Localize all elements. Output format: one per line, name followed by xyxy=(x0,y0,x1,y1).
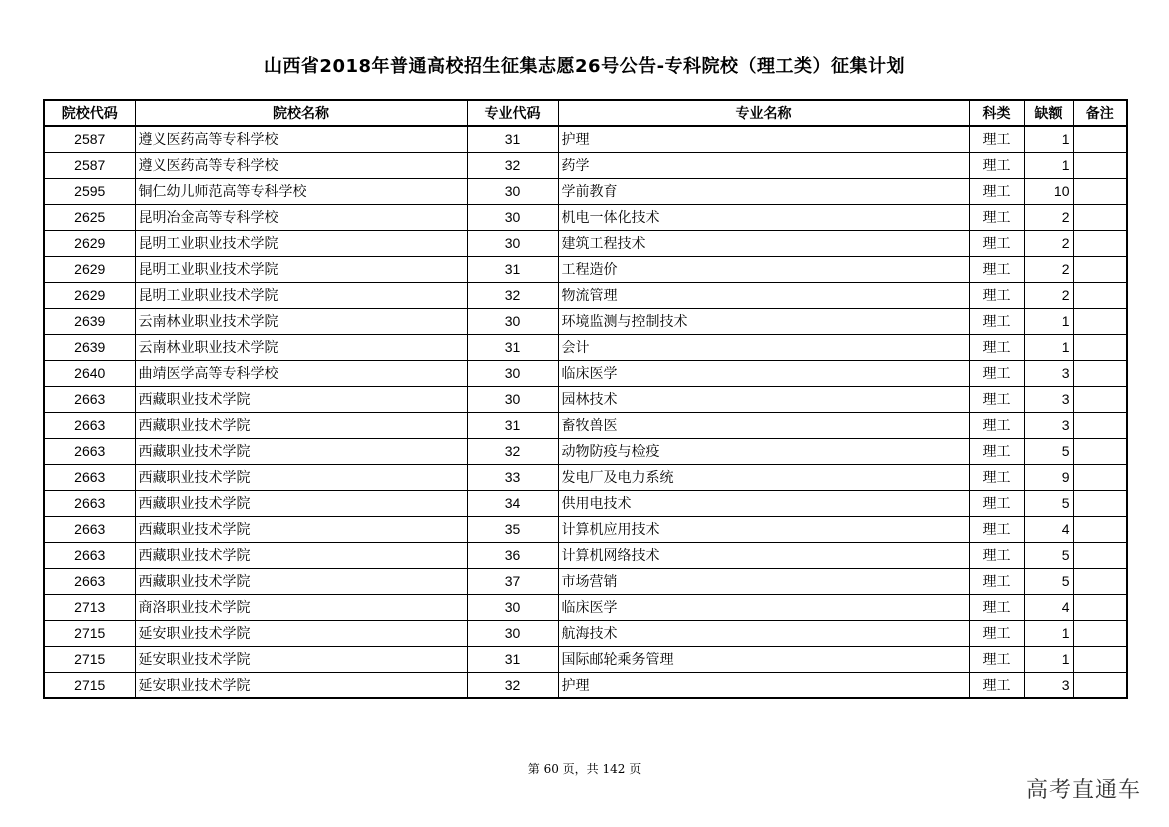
cell-category: 理工 xyxy=(969,282,1024,308)
table-body xyxy=(44,126,1127,698)
cell-school-name: 云南林业职业技术学院 xyxy=(135,308,467,334)
cell-remarks xyxy=(1073,594,1127,620)
cell-vacancy: 1 xyxy=(1024,646,1073,672)
cell-vacancy: 3 xyxy=(1024,360,1073,386)
cell-school-name: 铜仁幼儿师范高等专科学校 xyxy=(135,178,467,204)
cell-major-name: 临床医学 xyxy=(558,360,969,386)
table-row xyxy=(44,542,1127,568)
cell-school-name: 昆明工业职业技术学院 xyxy=(135,230,467,256)
cell-school-code: 2663 xyxy=(44,464,135,490)
cell-school-code: 2663 xyxy=(44,412,135,438)
table-header-row xyxy=(44,100,1127,126)
cell-major-code: 32 xyxy=(467,152,558,178)
cell-vacancy: 2 xyxy=(1024,282,1073,308)
cell-remarks xyxy=(1073,308,1127,334)
cell-major-name: 机电一体化技术 xyxy=(558,204,969,230)
cell-school-code: 2663 xyxy=(44,568,135,594)
cell-major-name: 国际邮轮乘务管理 xyxy=(558,646,969,672)
cell-major-code: 30 xyxy=(467,620,558,646)
cell-school-code: 2715 xyxy=(44,646,135,672)
cell-remarks xyxy=(1073,178,1127,204)
cell-major-name: 临床医学 xyxy=(558,594,969,620)
cell-school-code: 2715 xyxy=(44,672,135,698)
cell-vacancy: 10 xyxy=(1024,178,1073,204)
cell-school-code: 2639 xyxy=(44,308,135,334)
cell-major-name: 物流管理 xyxy=(558,282,969,308)
cell-category: 理工 xyxy=(969,594,1024,620)
table-row xyxy=(44,594,1127,620)
cell-school-code: 2625 xyxy=(44,204,135,230)
cell-major-code: 31 xyxy=(467,256,558,282)
cell-remarks xyxy=(1073,230,1127,256)
cell-category: 理工 xyxy=(969,308,1024,334)
cell-remarks xyxy=(1073,464,1127,490)
cell-category: 理工 xyxy=(969,412,1024,438)
header-major-name: 专业名称 xyxy=(558,100,969,126)
cell-category: 理工 xyxy=(969,516,1024,542)
cell-major-code: 31 xyxy=(467,334,558,360)
table-row xyxy=(44,256,1127,282)
cell-major-code: 30 xyxy=(467,204,558,230)
table-row xyxy=(44,464,1127,490)
cell-vacancy: 4 xyxy=(1024,516,1073,542)
cell-school-code: 2715 xyxy=(44,620,135,646)
cell-school-code: 2587 xyxy=(44,126,135,152)
cell-category: 理工 xyxy=(969,646,1024,672)
cell-vacancy: 9 xyxy=(1024,464,1073,490)
cell-category: 理工 xyxy=(969,152,1024,178)
cell-category: 理工 xyxy=(969,178,1024,204)
cell-school-name: 西藏职业技术学院 xyxy=(135,516,467,542)
cell-school-name: 延安职业技术学院 xyxy=(135,620,467,646)
cell-school-code: 2640 xyxy=(44,360,135,386)
cell-category: 理工 xyxy=(969,334,1024,360)
cell-major-code: 34 xyxy=(467,490,558,516)
enrollment-plan-table xyxy=(43,99,1128,699)
cell-school-code: 2629 xyxy=(44,282,135,308)
cell-school-name: 昆明工业职业技术学院 xyxy=(135,256,467,282)
cell-major-name: 计算机网络技术 xyxy=(558,542,969,568)
cell-school-code: 2713 xyxy=(44,594,135,620)
cell-major-code: 30 xyxy=(467,230,558,256)
cell-category: 理工 xyxy=(969,386,1024,412)
cell-major-code: 32 xyxy=(467,282,558,308)
cell-school-code: 2663 xyxy=(44,438,135,464)
cell-school-code: 2629 xyxy=(44,230,135,256)
cell-category: 理工 xyxy=(969,672,1024,698)
cell-major-code: 31 xyxy=(467,412,558,438)
cell-major-name: 园林技术 xyxy=(558,386,969,412)
table-row xyxy=(44,334,1127,360)
cell-vacancy: 5 xyxy=(1024,438,1073,464)
cell-vacancy: 2 xyxy=(1024,256,1073,282)
cell-major-code: 30 xyxy=(467,594,558,620)
cell-vacancy: 3 xyxy=(1024,386,1073,412)
cell-category: 理工 xyxy=(969,542,1024,568)
cell-category: 理工 xyxy=(969,126,1024,152)
cell-major-code: 33 xyxy=(467,464,558,490)
cell-major-code: 37 xyxy=(467,568,558,594)
cell-vacancy: 3 xyxy=(1024,672,1073,698)
cell-major-code: 30 xyxy=(467,386,558,412)
cell-school-code: 2587 xyxy=(44,152,135,178)
cell-major-name: 计算机应用技术 xyxy=(558,516,969,542)
cell-vacancy: 1 xyxy=(1024,152,1073,178)
cell-school-name: 曲靖医学高等专科学校 xyxy=(135,360,467,386)
cell-category: 理工 xyxy=(969,204,1024,230)
cell-category: 理工 xyxy=(969,464,1024,490)
cell-major-name: 环境监测与控制技术 xyxy=(558,308,969,334)
cell-school-code: 2639 xyxy=(44,334,135,360)
cell-vacancy: 2 xyxy=(1024,230,1073,256)
cell-major-code: 30 xyxy=(467,178,558,204)
watermark-text: 高考直通车 xyxy=(1025,778,1141,803)
header-category: 科类 xyxy=(969,100,1024,126)
cell-school-name: 云南林业职业技术学院 xyxy=(135,334,467,360)
cell-category: 理工 xyxy=(969,438,1024,464)
table-row xyxy=(44,282,1127,308)
cell-school-name: 西藏职业技术学院 xyxy=(135,542,467,568)
cell-major-code: 31 xyxy=(467,126,558,152)
cell-school-name: 延安职业技术学院 xyxy=(135,646,467,672)
cell-remarks xyxy=(1073,412,1127,438)
cell-major-name: 学前教育 xyxy=(558,178,969,204)
header-major-code: 专业代码 xyxy=(467,100,558,126)
cell-remarks xyxy=(1073,516,1127,542)
cell-school-name: 遵义医药高等专科学校 xyxy=(135,126,467,152)
cell-school-name: 遵义医药高等专科学校 xyxy=(135,152,467,178)
cell-school-name: 西藏职业技术学院 xyxy=(135,568,467,594)
cell-category: 理工 xyxy=(969,360,1024,386)
header-vacancy: 缺额 xyxy=(1024,100,1073,126)
table-row xyxy=(44,204,1127,230)
table-row xyxy=(44,672,1127,698)
cell-vacancy: 1 xyxy=(1024,620,1073,646)
cell-remarks xyxy=(1073,568,1127,594)
page-footer: 第 60 页，共 142 页 xyxy=(527,762,642,776)
table-row xyxy=(44,646,1127,672)
cell-remarks xyxy=(1073,152,1127,178)
cell-school-name: 西藏职业技术学院 xyxy=(135,464,467,490)
cell-remarks xyxy=(1073,126,1127,152)
cell-major-code: 31 xyxy=(467,646,558,672)
cell-major-code: 32 xyxy=(467,672,558,698)
cell-major-code: 36 xyxy=(467,542,558,568)
table-row xyxy=(44,386,1127,412)
cell-school-name: 西藏职业技术学院 xyxy=(135,438,467,464)
cell-remarks xyxy=(1073,542,1127,568)
cell-school-code: 2595 xyxy=(44,178,135,204)
table-row xyxy=(44,152,1127,178)
cell-category: 理工 xyxy=(969,568,1024,594)
table-row xyxy=(44,516,1127,542)
cell-major-name: 市场营销 xyxy=(558,568,969,594)
header-remarks: 备注 xyxy=(1073,100,1127,126)
table-row xyxy=(44,412,1127,438)
table-row xyxy=(44,126,1127,152)
cell-major-name: 护理 xyxy=(558,672,969,698)
cell-major-name: 建筑工程技术 xyxy=(558,230,969,256)
cell-remarks xyxy=(1073,360,1127,386)
header-school-name: 院校名称 xyxy=(135,100,467,126)
table-row xyxy=(44,178,1127,204)
cell-school-code: 2663 xyxy=(44,516,135,542)
cell-remarks xyxy=(1073,334,1127,360)
cell-school-name: 商洛职业技术学院 xyxy=(135,594,467,620)
cell-major-name: 畜牧兽医 xyxy=(558,412,969,438)
cell-major-code: 30 xyxy=(467,308,558,334)
cell-major-name: 供用电技术 xyxy=(558,490,969,516)
cell-school-name: 西藏职业技术学院 xyxy=(135,386,467,412)
cell-major-name: 工程造价 xyxy=(558,256,969,282)
cell-school-name: 昆明工业职业技术学院 xyxy=(135,282,467,308)
cell-category: 理工 xyxy=(969,230,1024,256)
cell-school-code: 2663 xyxy=(44,490,135,516)
cell-vacancy: 2 xyxy=(1024,204,1073,230)
cell-major-code: 32 xyxy=(467,438,558,464)
cell-major-name: 航海技术 xyxy=(558,620,969,646)
cell-major-name: 药学 xyxy=(558,152,969,178)
cell-remarks xyxy=(1073,672,1127,698)
cell-school-name: 西藏职业技术学院 xyxy=(135,412,467,438)
cell-vacancy: 4 xyxy=(1024,594,1073,620)
cell-major-code: 35 xyxy=(467,516,558,542)
page-title: 山西省2018年普通高校招生征集志愿26号公告-专科院校（理工类）征集计划 xyxy=(263,56,906,77)
table-row xyxy=(44,360,1127,386)
cell-vacancy: 5 xyxy=(1024,568,1073,594)
cell-major-name: 发电厂及电力系统 xyxy=(558,464,969,490)
cell-category: 理工 xyxy=(969,490,1024,516)
cell-vacancy: 1 xyxy=(1024,308,1073,334)
table-row xyxy=(44,308,1127,334)
table-row xyxy=(44,568,1127,594)
cell-school-code: 2663 xyxy=(44,542,135,568)
cell-school-name: 昆明冶金高等专科学校 xyxy=(135,204,467,230)
cell-vacancy: 3 xyxy=(1024,412,1073,438)
cell-major-name: 护理 xyxy=(558,126,969,152)
cell-major-name: 会计 xyxy=(558,334,969,360)
cell-remarks xyxy=(1073,256,1127,282)
cell-remarks xyxy=(1073,204,1127,230)
cell-vacancy: 1 xyxy=(1024,334,1073,360)
cell-major-name: 动物防疫与检疫 xyxy=(558,438,969,464)
cell-vacancy: 1 xyxy=(1024,126,1073,152)
cell-category: 理工 xyxy=(969,256,1024,282)
cell-remarks xyxy=(1073,438,1127,464)
cell-category: 理工 xyxy=(969,620,1024,646)
cell-remarks xyxy=(1073,386,1127,412)
cell-remarks xyxy=(1073,282,1127,308)
cell-vacancy: 5 xyxy=(1024,490,1073,516)
cell-remarks xyxy=(1073,646,1127,672)
cell-school-code: 2663 xyxy=(44,386,135,412)
table-row xyxy=(44,490,1127,516)
cell-vacancy: 5 xyxy=(1024,542,1073,568)
cell-school-name: 延安职业技术学院 xyxy=(135,672,467,698)
table-row xyxy=(44,620,1127,646)
table-row xyxy=(44,438,1127,464)
header-school-code: 院校代码 xyxy=(44,100,135,126)
cell-remarks xyxy=(1073,620,1127,646)
cell-school-code: 2629 xyxy=(44,256,135,282)
table-row xyxy=(44,230,1127,256)
cell-major-code: 30 xyxy=(467,360,558,386)
cell-remarks xyxy=(1073,490,1127,516)
cell-school-name: 西藏职业技术学院 xyxy=(135,490,467,516)
